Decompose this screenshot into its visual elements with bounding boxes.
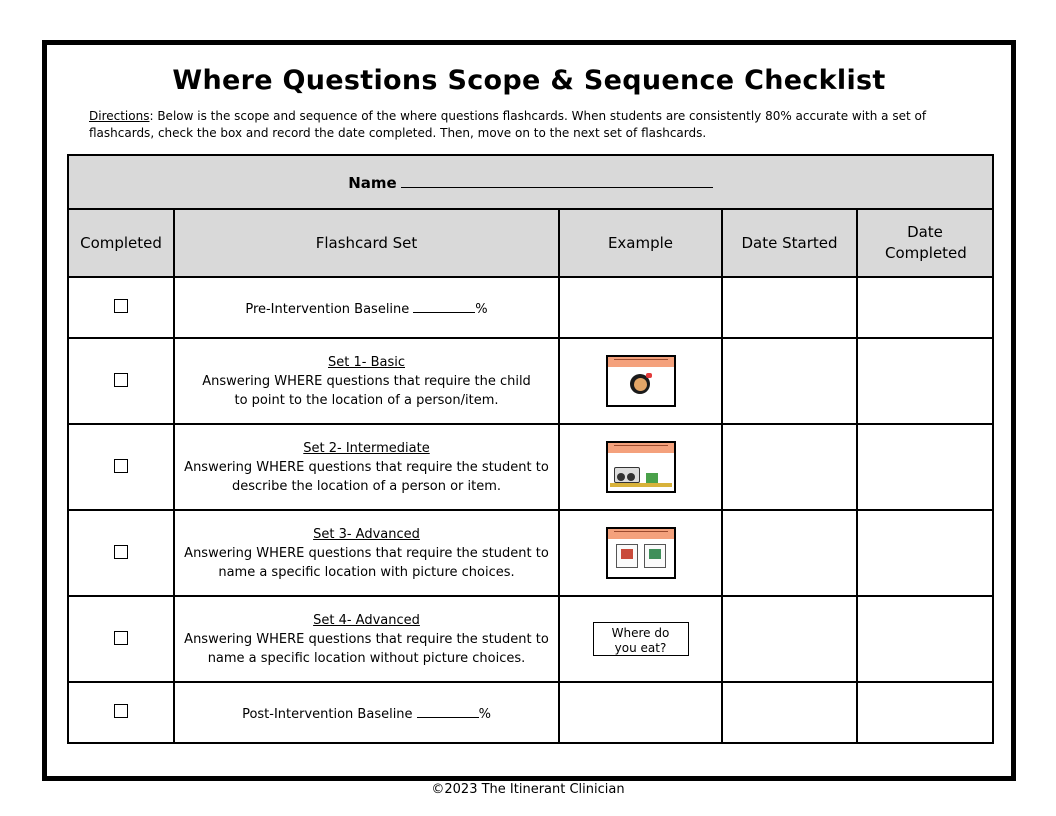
flashcard-set-cell [174,277,559,338]
completed-cell [68,424,174,510]
set2-line1: Answering WHERE questions that require the student to [184,459,549,475]
checkbox-set1[interactable] [114,373,128,387]
table-row-set3 [68,510,993,596]
date-started-set3[interactable] [722,510,857,596]
completed-cell [68,510,174,596]
table-row-pre [68,277,993,338]
checklist-table [67,154,994,744]
checkbox-set2[interactable] [114,459,128,473]
header-date-completed [857,209,993,277]
set3-line2: name a specific location with picture choices. [218,564,515,580]
set1-example-image [606,355,676,407]
set2-title: Set 2- Intermediate [303,440,430,456]
set4-line1: Answering WHERE questions that require the student to [184,631,549,647]
name-row [68,155,993,209]
date-started-set4[interactable] [722,596,857,682]
set1-title: Set 1- Basic [328,354,405,370]
set4-title: Set 4- Advanced [313,612,420,628]
speaker-right [627,473,635,481]
pre-baseline-field[interactable] [413,300,475,313]
page-title: Where Questions Scope & Sequence Checklist [172,65,886,96]
shelf-picture [610,483,672,487]
school-icon [621,549,633,559]
name-label: Name [348,173,397,192]
name-cell [68,155,993,209]
set4-line2: name a specific location without picture choices. [207,650,526,666]
set1-line2: to point to the location of a person/item. [234,392,499,408]
pre-baseline-label: Pre-Intervention Baseline [245,302,410,317]
set4-example-card [593,622,689,656]
set2-example-image [606,441,676,493]
table-row-set1 [68,338,993,424]
post-baseline-label: Post-Intervention Baseline [242,707,413,722]
date-completed-set2[interactable] [857,424,993,510]
header-flashcard-set: Flashcard Set [174,209,559,277]
header-completed: Completed [68,209,174,277]
page-frame [42,40,1016,781]
flashcard-set-cell [174,338,559,424]
directions-label: Directions [89,109,150,123]
example-cell [559,510,722,596]
checkbox-set3[interactable] [114,545,128,559]
speaker-left [617,473,625,481]
set3-example-image [606,527,676,579]
pre-baseline-suffix: % [475,302,488,317]
example-cell [559,338,722,424]
set3-line1: Answering WHERE questions that require the student to [184,545,549,561]
directions [89,108,989,142]
table-row-set4 [68,596,993,682]
post-baseline-field[interactable] [417,705,479,718]
date-completed-set3[interactable] [857,510,993,596]
directions-text: : Below is the scope and sequence of the where questions flashcards. When students are consistently 80% accurate with a set of flashcards, check the box and record the date completed. Then, move on to the next set of flashcards. [89,109,927,140]
flashcard-set-cell [174,596,559,682]
date-started-post[interactable] [722,682,857,743]
header-date-completed-label: Date Completed [885,223,967,262]
example-cell [559,596,722,682]
date-started-set2[interactable] [722,424,857,510]
example-cell [559,682,722,743]
set1-line1: Answering WHERE questions that require the child [202,373,531,389]
date-completed-set4[interactable] [857,596,993,682]
flashcard-set-cell [174,424,559,510]
set2-line2: describe the location of a person or item. [231,478,502,494]
card-question-text [614,445,668,447]
checkbox-set4[interactable] [114,631,128,645]
school-choice [616,544,638,568]
date-started-set1[interactable] [722,338,857,424]
example-cell [559,277,722,338]
completed-cell [68,338,174,424]
card-question-text [614,359,668,361]
plant-picture [646,473,658,483]
date-started-pre[interactable] [722,277,857,338]
girl-bow [646,373,652,378]
girl-face [634,378,647,391]
completed-cell [68,277,174,338]
completed-cell [68,682,174,743]
completed-cell [68,596,174,682]
header-date-started: Date Started [722,209,857,277]
example-cell [559,424,722,510]
post-baseline-suffix: % [478,707,491,722]
flashcard-set-cell [174,682,559,743]
date-completed-set1[interactable] [857,338,993,424]
card-question-text [614,531,668,533]
table-row-set2 [68,424,993,510]
checkbox-post[interactable] [114,704,128,718]
header-example: Example [559,209,722,277]
zoo-icon [649,549,661,559]
checkbox-pre[interactable] [114,299,128,313]
set4-example-line1: Where do [611,626,670,640]
set3-title: Set 3- Advanced [313,526,420,542]
set4-example-line2: you eat? [614,641,667,655]
flashcard-set-cell [174,510,559,596]
header-row [68,209,993,277]
zoo-choice [644,544,666,568]
name-field[interactable] [401,173,713,188]
copyright-footer: ©2023 The Itinerant Clinician [431,782,625,797]
table-row-post [68,682,993,743]
date-completed-pre[interactable] [857,277,993,338]
date-completed-post[interactable] [857,682,993,743]
